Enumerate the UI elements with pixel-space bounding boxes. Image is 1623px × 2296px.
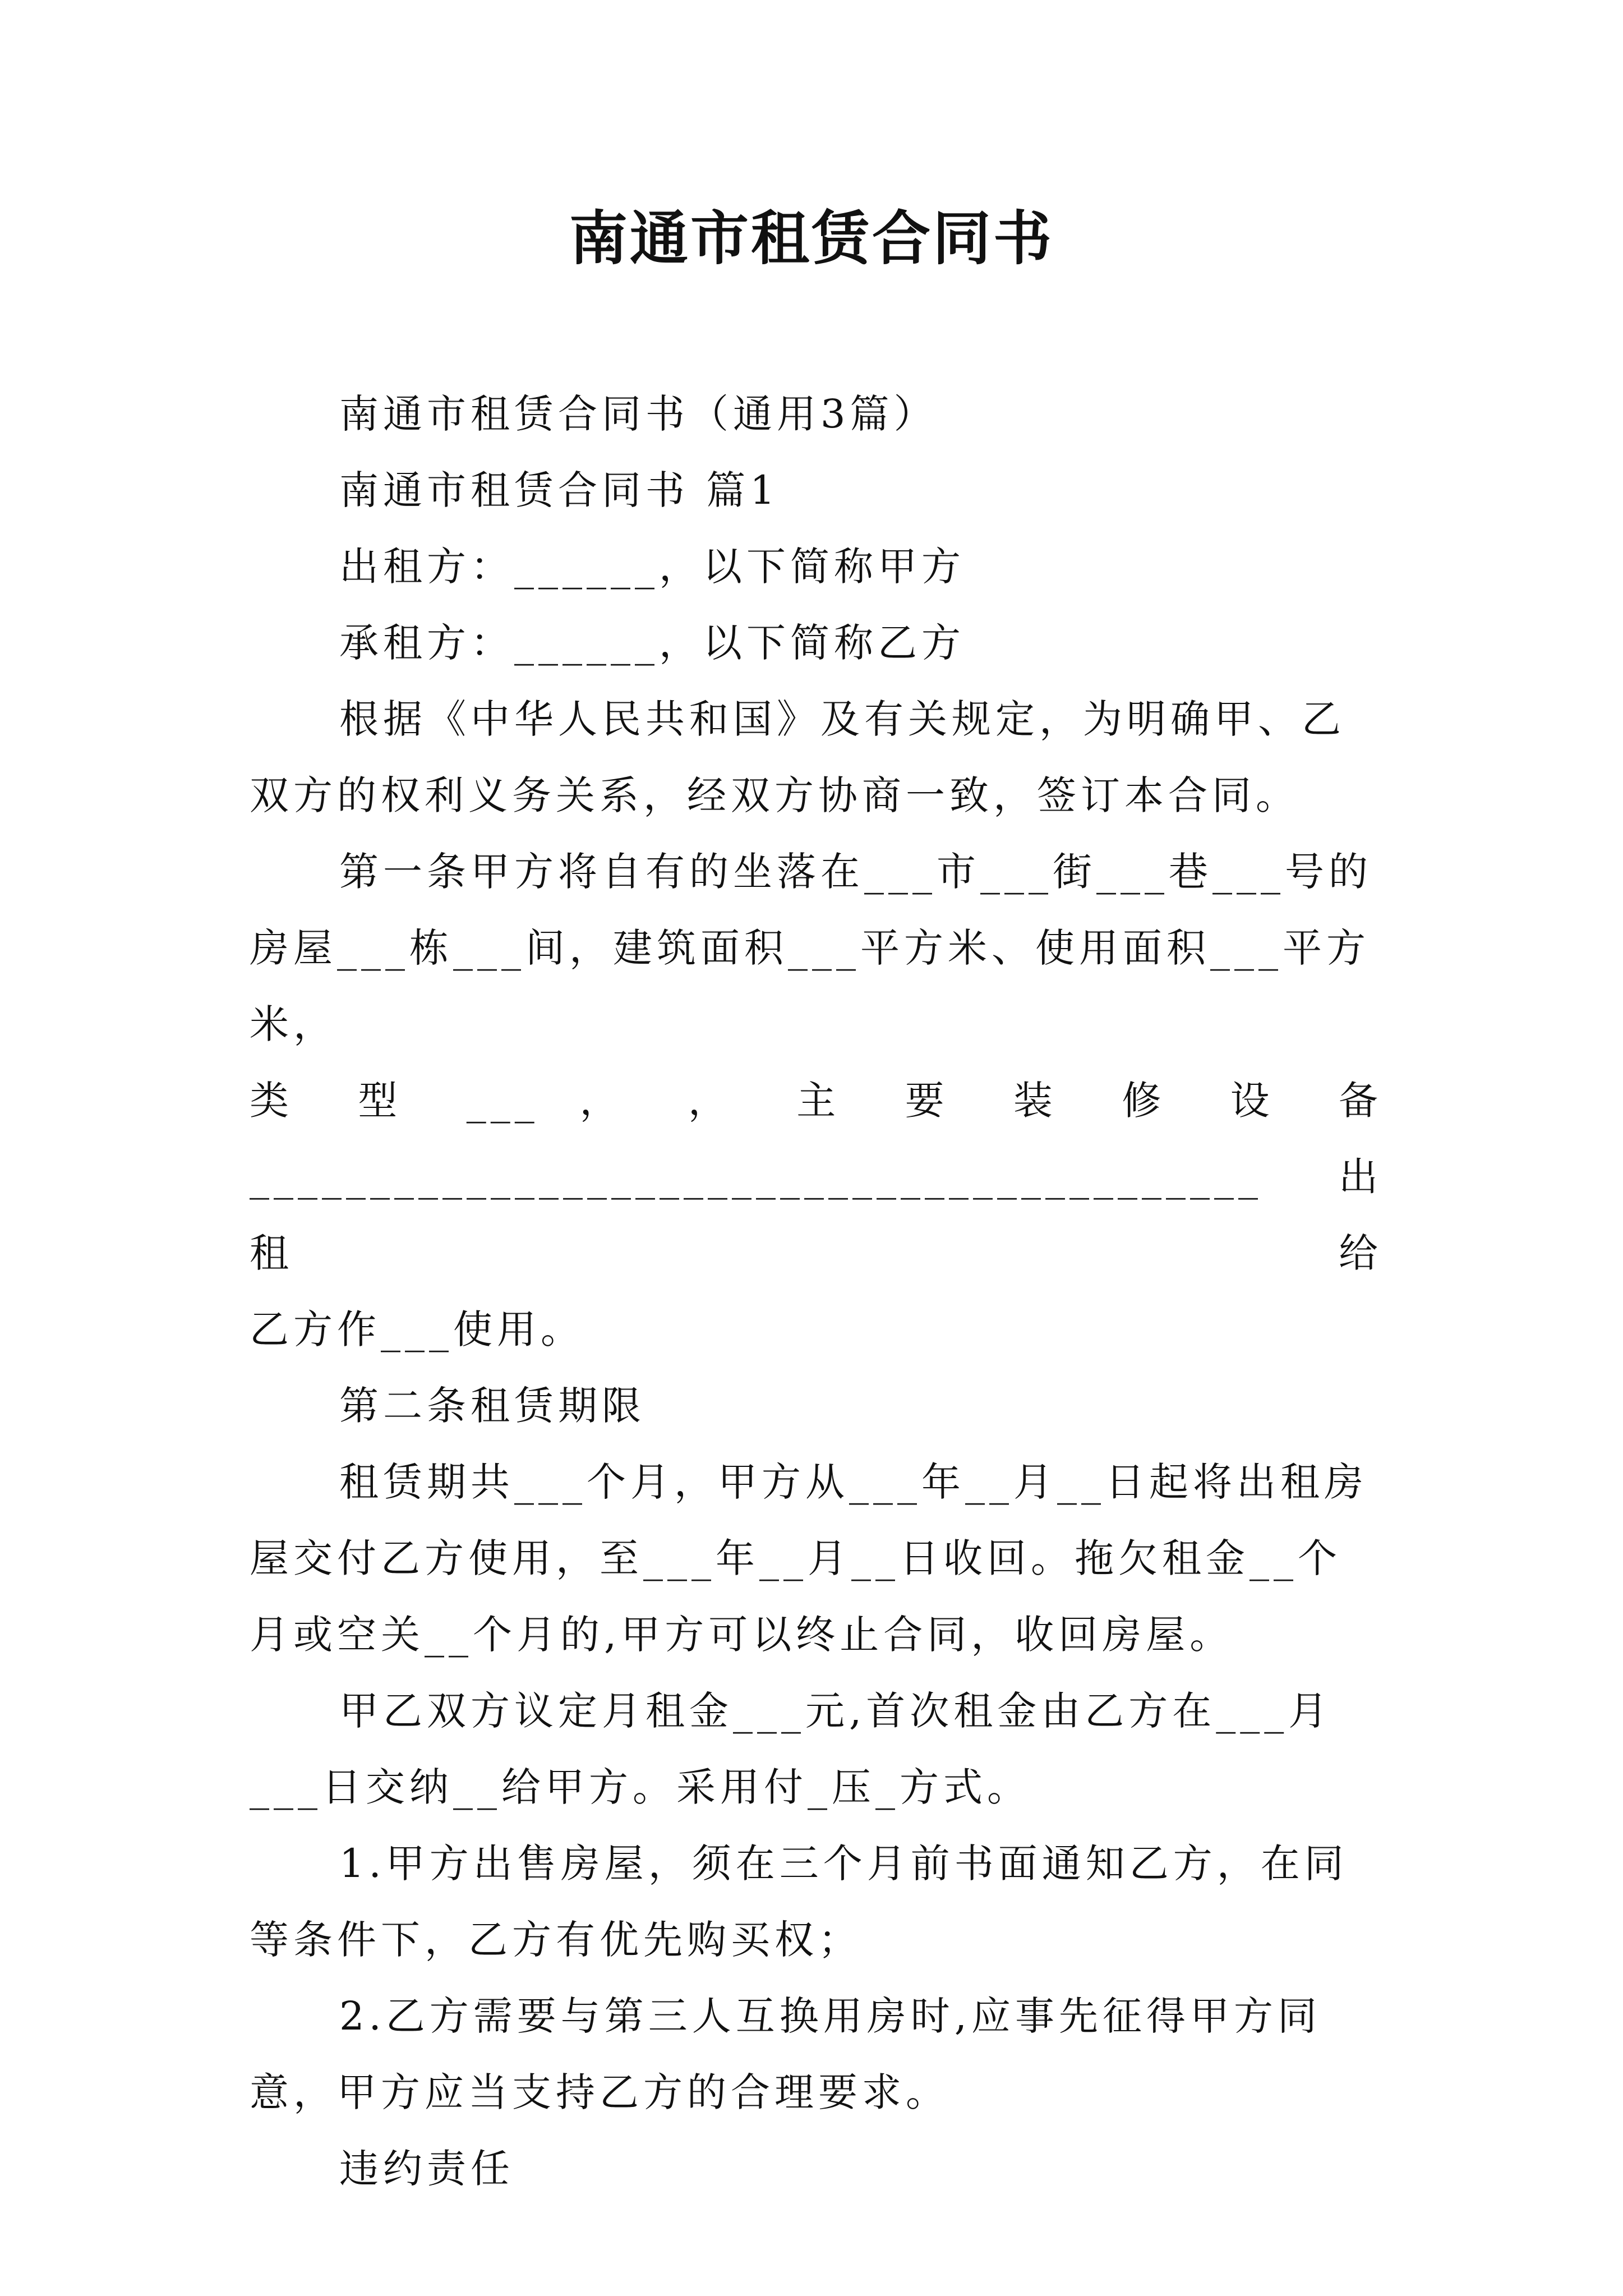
paragraph-lease-term: 租赁期共___个月，甲方从___年__月__日起将出租房屋交付乙方使用，至___年__月__日收回。拖欠租金__个月或空关__个月的,甲方可以终止合同，收回房屋。	[250, 1459, 1368, 1658]
document-body	[250, 376, 1382, 2207]
paragraph-preamble: 根据《中华人民共和国》及有关规定，为明确甲、乙双方的权利义务关系，经双方协商一致，签订本合同。	[250, 696, 1345, 818]
paragraph-clause-1: 1.甲方出售房屋，须在三个月前书面通知乙方，在同等条件下，乙方有优先购买权；	[250, 1841, 1348, 1963]
paragraph-clause-2: 2.乙方需要与第三人互换用房时,应事先征得甲方同意，甲方应当支持乙方的合理要求。	[250, 1993, 1322, 2115]
paragraph-article-1-type-line: 类 型 ___ ， ， 主 要 装 修 设 备	[250, 1078, 1382, 1124]
paragraph-subtitle: 南通市租赁合同书（通用3篇）	[339, 391, 938, 437]
paragraph-breach-heading: 违约责任	[339, 2146, 514, 2192]
paragraph-article-2-heading: 第二条租赁期限	[339, 1383, 645, 1429]
paragraph-article-1-blank-line: __________________________________________ 出 租 给	[250, 1154, 1382, 1276]
paragraph-lessee: 承租方：______，以下简称乙方	[339, 620, 965, 666]
document-title: 南通市租赁合同书	[569, 204, 1054, 273]
paragraph-article-1: 第一条甲方将自有的坐落在___市___街___巷___号的房屋___栋___间，建筑面积___平方米、使用面积___平方米，	[250, 849, 1372, 1047]
paragraph-rent: 甲乙双方议定月租金___元,首次租金由乙方在___月___日交纳__给甲方。采用付_压_方式。	[250, 1688, 1332, 1810]
paragraph-section-heading: 南通市租赁合同书 篇1	[339, 467, 780, 513]
paragraph-article-1-usage: 乙方作___使用。	[250, 1306, 584, 1352]
paragraph-lessor: 出租方：______，以下简称甲方	[339, 544, 965, 590]
